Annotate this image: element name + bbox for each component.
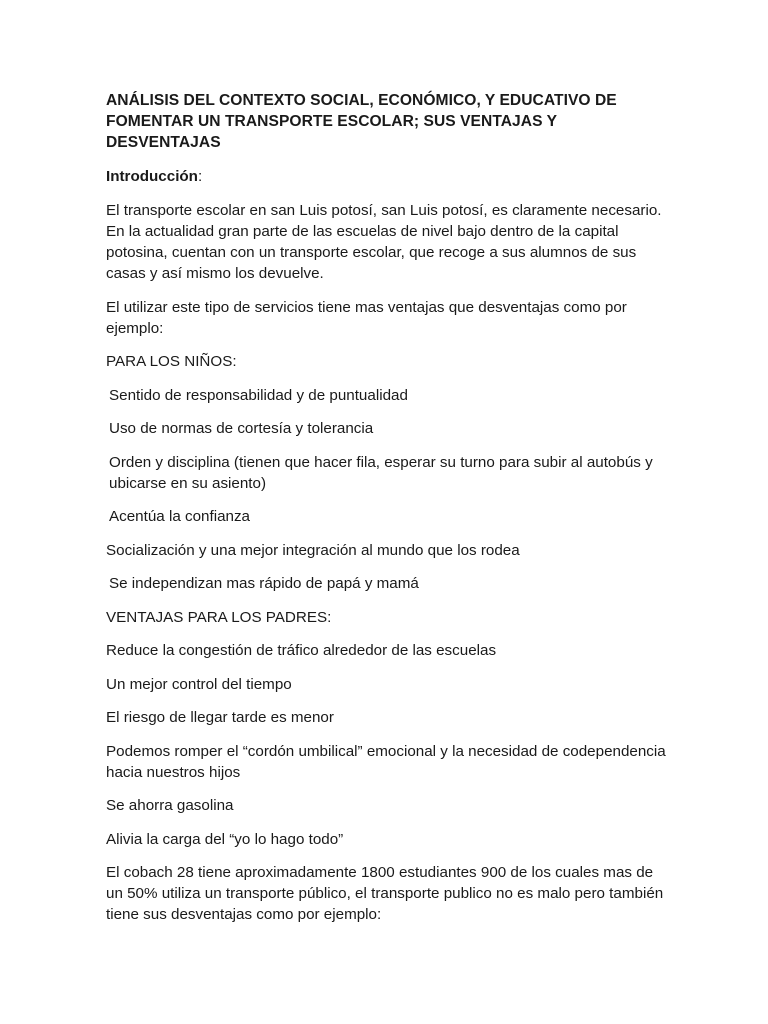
list-item-children: Uso de normas de cortesía y tolerancia bbox=[109, 420, 374, 437]
heading-children: PARA LOS NIÑOS: bbox=[106, 353, 237, 370]
list-item-children: Orden y disciplina (tienen que hacer fila, esperar su turno para subir al autobús y ubicarse en su asiento) bbox=[109, 453, 653, 492]
list-item-children: Se independizan mas rápido de papá y mamá bbox=[109, 575, 419, 592]
document-title: ANÁLISIS DEL CONTEXTO SOCIAL, ECONÓMICO, Y EDUCATIVO DE FOMENTAR UN TRANSPORTE ESCOLAR; SUS VENTAJAS Y DESVENTAJAS bbox=[106, 92, 617, 151]
list-item-parents: El riesgo de llegar tarde es menor bbox=[106, 709, 334, 726]
list-item-children: Sentido de responsabilidad y de puntualidad bbox=[109, 386, 408, 404]
intro-colon: : bbox=[197, 168, 203, 185]
list-item-children: Acentúa la confianza bbox=[109, 508, 251, 525]
heading-parents: VENTAJAS PARA LOS PADRES: bbox=[106, 608, 332, 626]
paragraph-cobach: El cobach 28 tiene aproximadamente 1800 estudiantes 900 de los cuales mas de un 50% utiliza un transporte público, el transporte publico no es malo pero también tiene sus desventajas como por ejemplo: bbox=[106, 864, 664, 923]
intro-heading: Introducción bbox=[106, 168, 198, 185]
list-item-parents: Reduce la congestión de tráfico alrededor de las escuelas bbox=[106, 642, 497, 659]
intro-heading-line bbox=[106, 166, 666, 187]
list-item-parents: Alivia la carga del “yo lo hago todo” bbox=[106, 830, 344, 848]
list-item-parents: Un mejor control del tiempo bbox=[106, 675, 292, 693]
list-item-parents: Podemos romper el “cordón umbilical” emocional y la necesidad de codependencia hacia nuestros hijos bbox=[106, 742, 666, 781]
list-item-parents: Se ahorra gasolina bbox=[106, 797, 234, 814]
document-page bbox=[106, 90, 666, 938]
list-item-children: Socialización y una mejor integración al mundo que los rodea bbox=[106, 541, 520, 559]
paragraph-context: El transporte escolar en san Luis potosí, san Luis potosí, es claramente necesario. En la actualidad gran parte de las escuelas de nivel bajo dentro de la capital potosina, cuentan con un transporte escolar, que recoge a sus alumnos de sus casas y así mismo los devuelve. bbox=[106, 202, 662, 282]
paragraph-advantages-intro: El utilizar este tipo de servicios tiene mas ventajas que desventajas como por ejemplo: bbox=[106, 298, 627, 337]
